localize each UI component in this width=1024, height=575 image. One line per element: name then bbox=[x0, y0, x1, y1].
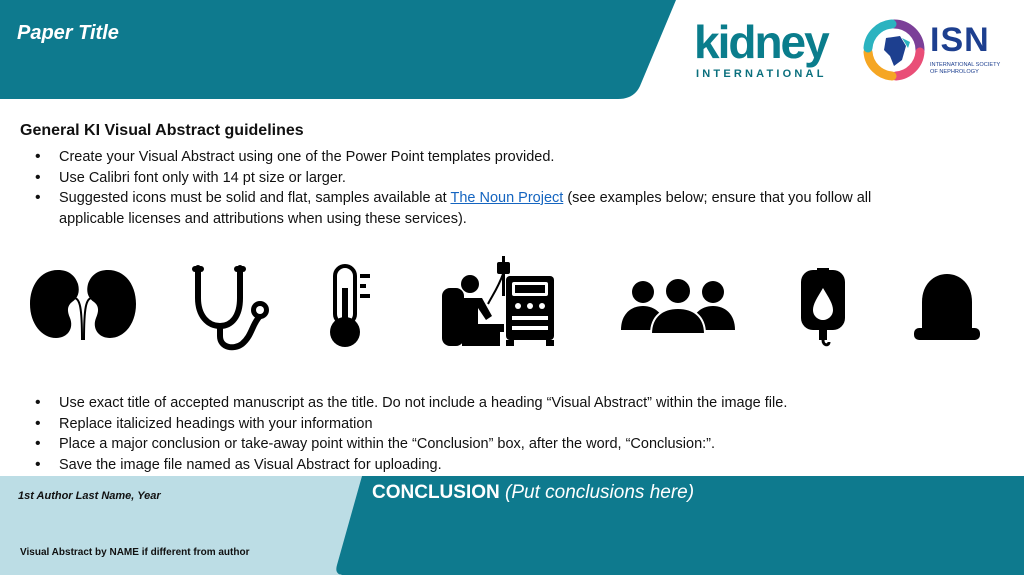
bell-icon bbox=[912, 272, 982, 342]
guideline-item: • Replace italicized headings with your information bbox=[35, 414, 895, 435]
guidelines-list-top bbox=[35, 147, 935, 229]
noun-project-link[interactable]: The Noun Project bbox=[450, 190, 564, 206]
guideline-item-text-before: Suggested icons must be solid and flat, samples available at bbox=[59, 190, 451, 206]
guideline-item: • Use exact title of accepted manuscript as the title. Do not include a heading “Visual Abstract” within the image file. bbox=[35, 393, 895, 414]
guideline-item: • Place a major conclusion or take-away point within the “Conclusion” box, after the word, “Conclusion:”. bbox=[35, 434, 895, 455]
isn-globe-icon bbox=[862, 18, 926, 82]
guidelines-list-bottom bbox=[35, 393, 895, 475]
iv-bag-icon bbox=[799, 268, 847, 348]
guideline-item-text-after: (see examples below; ensure that you follow all applicable licenses and attributions when using these services). bbox=[59, 190, 872, 227]
stethoscope-icon bbox=[190, 264, 274, 352]
kidney-international-logo bbox=[694, 16, 844, 84]
conclusion-hint: (Put conclusions here) bbox=[499, 482, 695, 503]
author-year: 1st Author Last Name, Year bbox=[18, 490, 161, 502]
guideline-item-icons bbox=[35, 188, 935, 229]
guideline-item: • Use Calibri font only with 14 pt size or larger. bbox=[35, 168, 935, 189]
paper-title: Paper Title bbox=[17, 22, 119, 44]
guideline-item: • Create your Visual Abstract using one of the Power Point templates provided. bbox=[35, 147, 935, 168]
isn-logo-word: ISN bbox=[930, 21, 990, 59]
dialysis-patient-icon bbox=[442, 254, 558, 348]
guideline-item: • Save the image file named as Visual Abstract for uploading. bbox=[35, 455, 895, 476]
visual-abstract-by: Visual Abstract by NAME if different from author bbox=[20, 547, 250, 558]
isn-logo-subtitle: INTERNATIONAL SOCIETY OF NEPHROLOGY bbox=[930, 62, 1001, 75]
conclusion-box bbox=[372, 482, 694, 504]
kidney-logo-word: kidney bbox=[694, 16, 828, 68]
people-group-icon bbox=[621, 278, 735, 334]
isn-logo bbox=[862, 18, 1004, 88]
thermometer-icon bbox=[326, 264, 374, 350]
kidney-logo-subtitle: INTERNATIONAL bbox=[696, 68, 827, 80]
kidneys-icon bbox=[28, 268, 138, 340]
conclusion-label: CONCLUSION bbox=[372, 482, 500, 503]
guidelines-heading: General KI Visual Abstract guidelines bbox=[20, 122, 304, 139]
